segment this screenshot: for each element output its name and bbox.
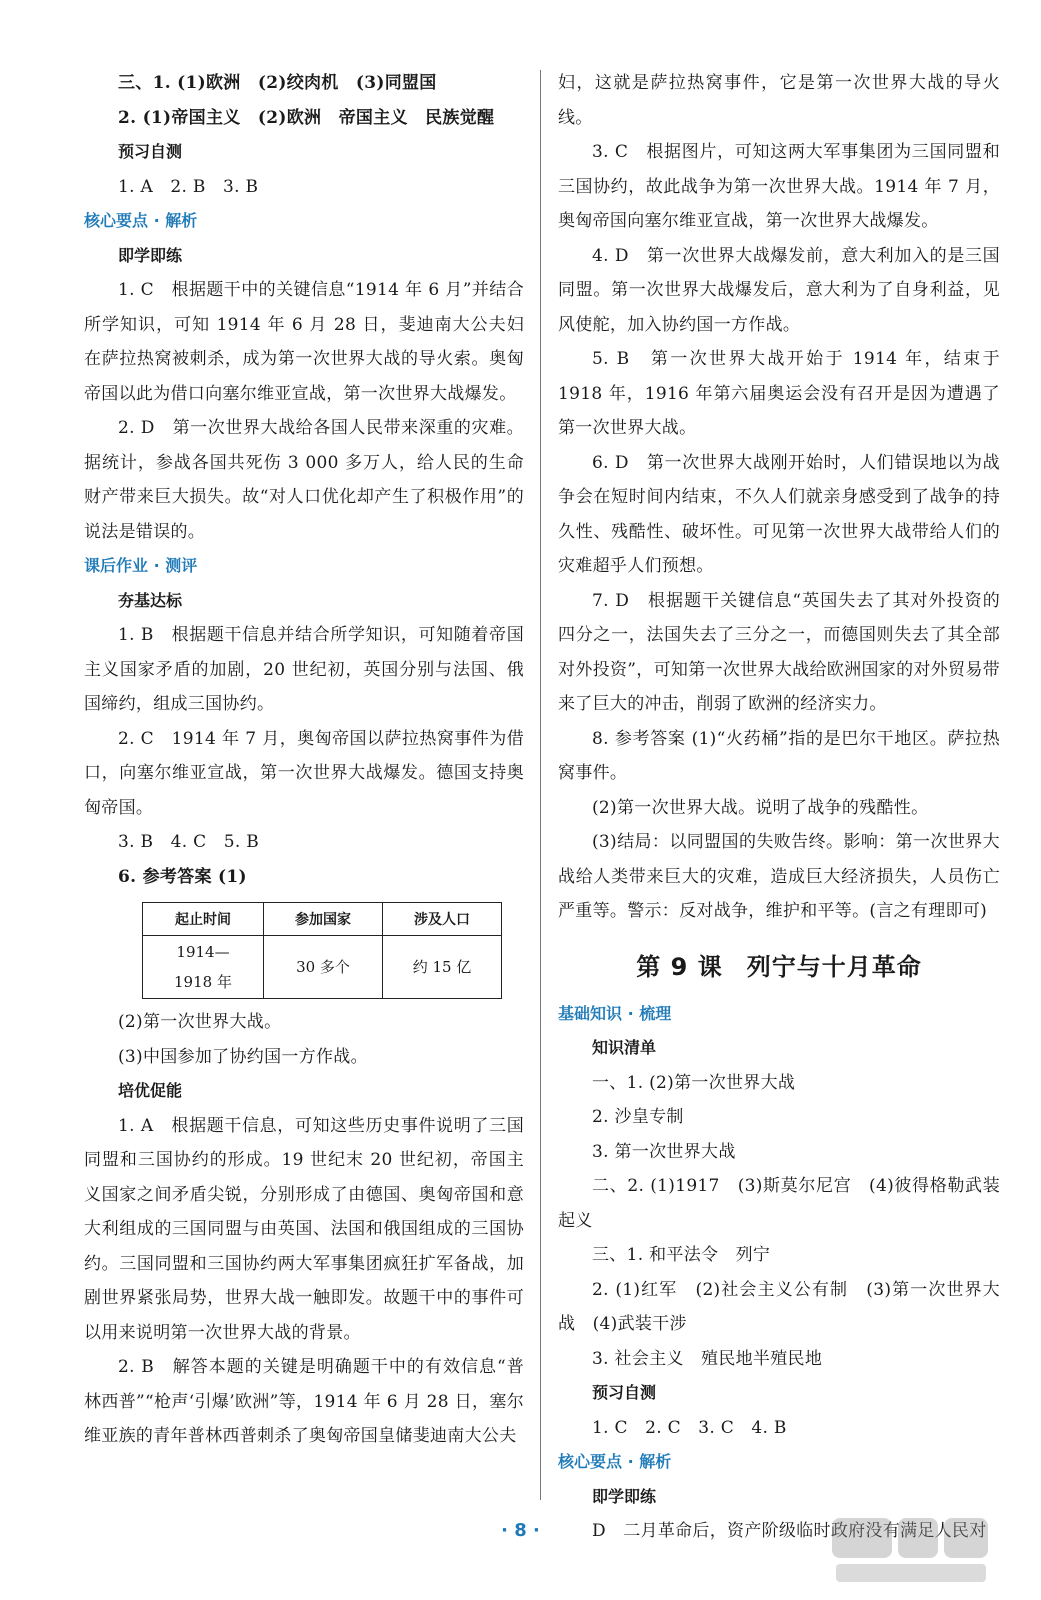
answer-table <box>142 902 502 999</box>
answer-line: 一、1. (2)第一次世界大战 <box>592 1072 796 1093</box>
answer-line: (2)第一次世界大战。 <box>118 1012 282 1032</box>
table-header-row <box>143 903 502 936</box>
table-header: 涉及人口 <box>383 903 502 936</box>
subsection-heading: 培优促能 <box>118 1081 183 1100</box>
answer-line: 2. (1)红军 (2)社会主义公有制 (3)第一次世界大战 (4)武装干涉 <box>558 1279 1000 1334</box>
answer-line: 2. 沙皇专制 <box>592 1107 684 1127</box>
answer-paragraph: 3. C 根据图片，可知这两大军事集团为三国同盟和三国协约，故此战争为第一次世界大战。1914 年 7 月，奥匈帝国向塞尔维亚宣战，第一次世界大战爆发。 <box>558 142 1000 231</box>
answer-paragraph: 5. B 第一次世界大战开始于 1914 年，结束于 1918 年，1916 年第六届奥运会没有召开是因为遭遇了第一次世界大战。 <box>558 349 1000 438</box>
right-column <box>558 66 1000 1549</box>
section-heading: 核心要点 · 解析 <box>558 1452 672 1471</box>
lesson-title <box>558 947 1000 987</box>
subsection-heading: 预习自测 <box>592 1383 657 1402</box>
answer-line: 1. C 2. C 3. C 4. B <box>592 1417 787 1438</box>
table-cell: 30 多个 <box>264 936 383 999</box>
column-divider <box>540 70 541 1500</box>
table-row <box>143 936 502 999</box>
lesson-number: 第 9 课 <box>636 952 723 981</box>
answer-line: 2. (1)帝国主义 (2)欧洲 帝国主义 民族觉醒 <box>118 107 495 128</box>
answer-line: 二、2. (1)1917 (3)斯莫尔尼宫 (4)彼得格勒武装起义 <box>558 1176 1000 1231</box>
subsection-heading: 预习自测 <box>118 142 183 161</box>
answer-line: 3. 第一次世界大战 <box>592 1141 736 1162</box>
table-header: 起止时间 <box>143 903 264 936</box>
answer-line: 1. A 2. B 3. B <box>118 176 259 197</box>
section-heading: 基础知识 · 梳理 <box>558 1003 672 1023</box>
section-heading: 课后作业 · 测评 <box>84 556 198 575</box>
answer-paragraph: 1. C 根据题干中的关键信息“1914 年 6 月”并结合所学知识，可知 1914 年 6 月 28 日，斐迪南大公夫妇在萨拉热窝被刺杀，成为第一次世界大战的导火索。奥匈帝国以此为借口向塞尔维亚宣战，第一次世界大战爆发。 <box>84 280 524 404</box>
answer-paragraph: 1. B 根据题干信息并结合所学知识，可知随着帝国主义国家矛盾的加剧，20 世纪初，英国分别与法国、俄国缔约，组成三国协约。 <box>84 625 524 714</box>
subsection-heading: 即学即练 <box>118 245 183 265</box>
answer-paragraph: 2. C 1914 年 7 月，奥匈帝国以萨拉热窝事件为借口，向塞尔维亚宣战，第一次世界大战爆发。德国支持奥匈帝国。 <box>84 728 524 818</box>
answer-paragraph: (3)结局：以同盟国的失败告终。影响：第一次世界大战给人类带来巨大的灾难，造成巨大经济损失，人员伤亡严重等。警示：反对战争，维护和平等。(言之有理即可) <box>558 832 1000 921</box>
table-cell: 1914—1918 年 <box>143 936 264 999</box>
answer-paragraph: 2. B 解答本题的关键是明确题干中的有效信息“普林西普”“枪声‘引爆’欧洲”等，1914 年 6 月 28 日，塞尔维亚族的青年普林西普刺杀了奥匈帝国皇储斐迪南大公夫 <box>84 1357 524 1446</box>
answer-paragraph: 1. A 根据题干信息，可知这些历史事件说明了三国同盟和三国协约的形成。19 世纪末 20 世纪初，帝国主义国家之间矛盾尖锐，分别形成了由德国、奥匈帝国和意大利组成的三国同盟与由英国、法国和俄国组成的三国协约。三国同盟和三国协约两大军事集团疯狂扩军备战，加剧世界紧张局势，世界大战一触即发。故题干中的事件可以用来说明第一次世界大战的背景。 <box>84 1115 524 1343</box>
page-number: · 8 · <box>501 1520 540 1541</box>
answer-paragraph: 6. D 第一次世界大战刚开始时，人们错误地以为战争会在短时间内结束，不久人们就亲身感受到了战争的持久性、残酷性、破坏性。可见第一次世界大战带给人们的灾难超乎人们预想。 <box>558 452 1000 576</box>
answer-paragraph: 8. 参考答案 (1)“火药桶”指的是巴尔干地区。萨拉热窝事件。 <box>558 728 1000 783</box>
answer-line: 3. B 4. C 5. B <box>118 832 260 852</box>
subsection-heading: 即学即练 <box>592 1486 657 1506</box>
answer-paragraph: 4. D 第一次世界大战爆发前，意大利加入的是三国同盟。第一次世界大战爆发后，意大利为了自身利益，见风使舵，加入协约国一方作战。 <box>558 245 1000 335</box>
table-cell: 约 15 亿 <box>383 936 502 999</box>
answer-paragraph: 7. D 根据题干关键信息“英国失去了其对外投资的四分之一，法国失去了三分之一，而德国则失去了其全部对外投资”，可知第一次世界大战给欧洲国家的对外贸易带来了巨大的冲击，削弱了欧洲的经济实力。 <box>558 590 1000 714</box>
watermark-logo <box>826 1512 996 1588</box>
lesson-name: 列宁与十月革命 <box>746 952 922 981</box>
subsection-heading: 夯基达标 <box>118 590 183 610</box>
answer-line: 3. 社会主义 殖民地半殖民地 <box>592 1348 823 1369</box>
section-heading: 核心要点 · 解析 <box>84 211 198 230</box>
answer-line: 6. 参考答案 (1) <box>118 866 247 887</box>
answer-line: 三、1. 和平法令 列宁 <box>592 1245 771 1265</box>
answer-line: 三、1. (1)欧洲 (2)绞肉机 (3)同盟国 <box>118 73 437 93</box>
answer-paragraph: (2)第一次世界大战。说明了战争的残酷性。 <box>592 797 929 818</box>
answer-paragraph: D 二月革命后，资产阶级临时政府没有满足人民对 <box>592 1521 987 1541</box>
answer-line: (3)中国参加了协约国一方作战。 <box>118 1046 368 1067</box>
answer-paragraph: 妇，这就是萨拉热窝事件，它是第一次世界大战的导火线。 <box>558 73 1000 128</box>
subsection-heading: 知识清单 <box>592 1038 657 1057</box>
table-header: 参加国家 <box>264 903 383 936</box>
left-column <box>84 66 524 1454</box>
answer-paragraph: 2. D 第一次世界大战给各国人民带来深重的灾难。据统计，参战各国共死伤 3 000 多万人，给人民的生命财产带来巨大损失。故“对人口优化却产生了积极作用”的说法是错误的。 <box>84 418 524 542</box>
